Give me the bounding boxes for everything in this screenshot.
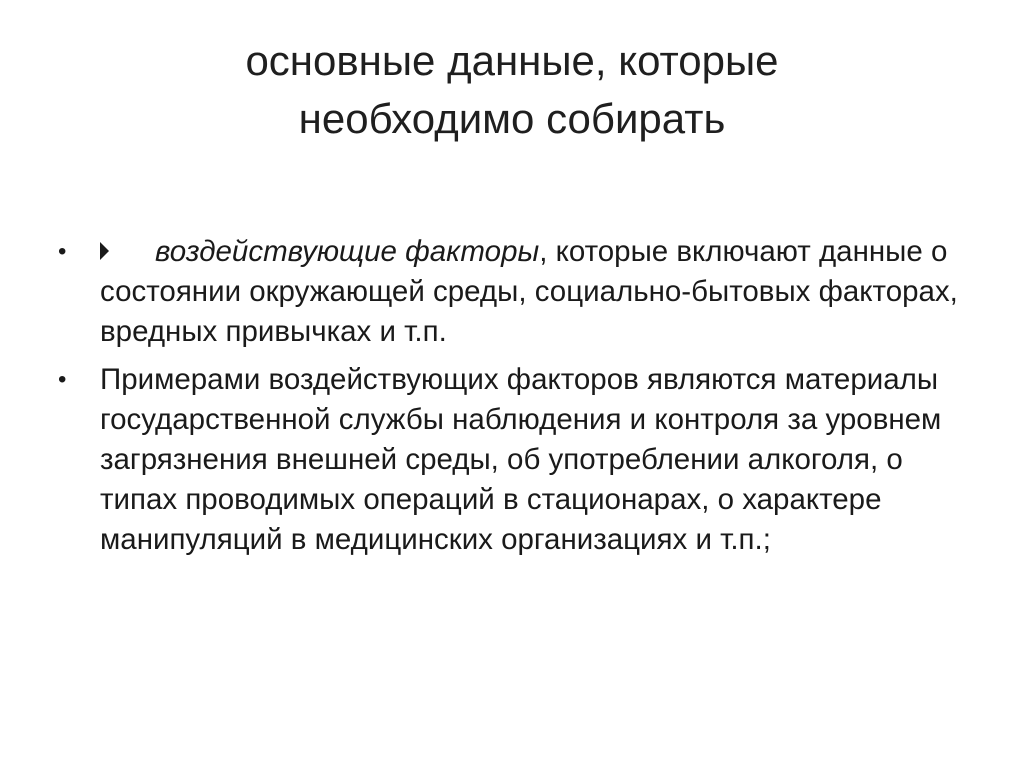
bullet-item-2 <box>58 360 958 560</box>
bullet-list <box>58 232 958 568</box>
bullet-1-emphasis: воздействующие факторы <box>155 235 540 268</box>
play-arrow-icon <box>100 242 109 260</box>
bullet-dot: • <box>58 366 67 393</box>
bullet-2-text: Примерами воздействующих факторов являются материалы государственной службы наблюдения и контроля за уровнем загрязнения внешней среды, об употреблении алкоголя, о типах проводимых операций в стационарах, о характере манипуляций в медицинских организациях и т.п.; <box>100 363 942 556</box>
bullet-item-1 <box>58 232 958 352</box>
slide-title-line-1: основные данные, которые <box>245 37 779 84</box>
slide-title <box>80 32 944 148</box>
bullet-1-text: , которые включают данные о состоянии окружающей среды, социально-бытовых факторах, вредных привычках и т.п. <box>100 235 958 348</box>
bullet-dot: • <box>58 238 67 265</box>
slide-title-line-2: необходимо собирать <box>298 95 726 142</box>
